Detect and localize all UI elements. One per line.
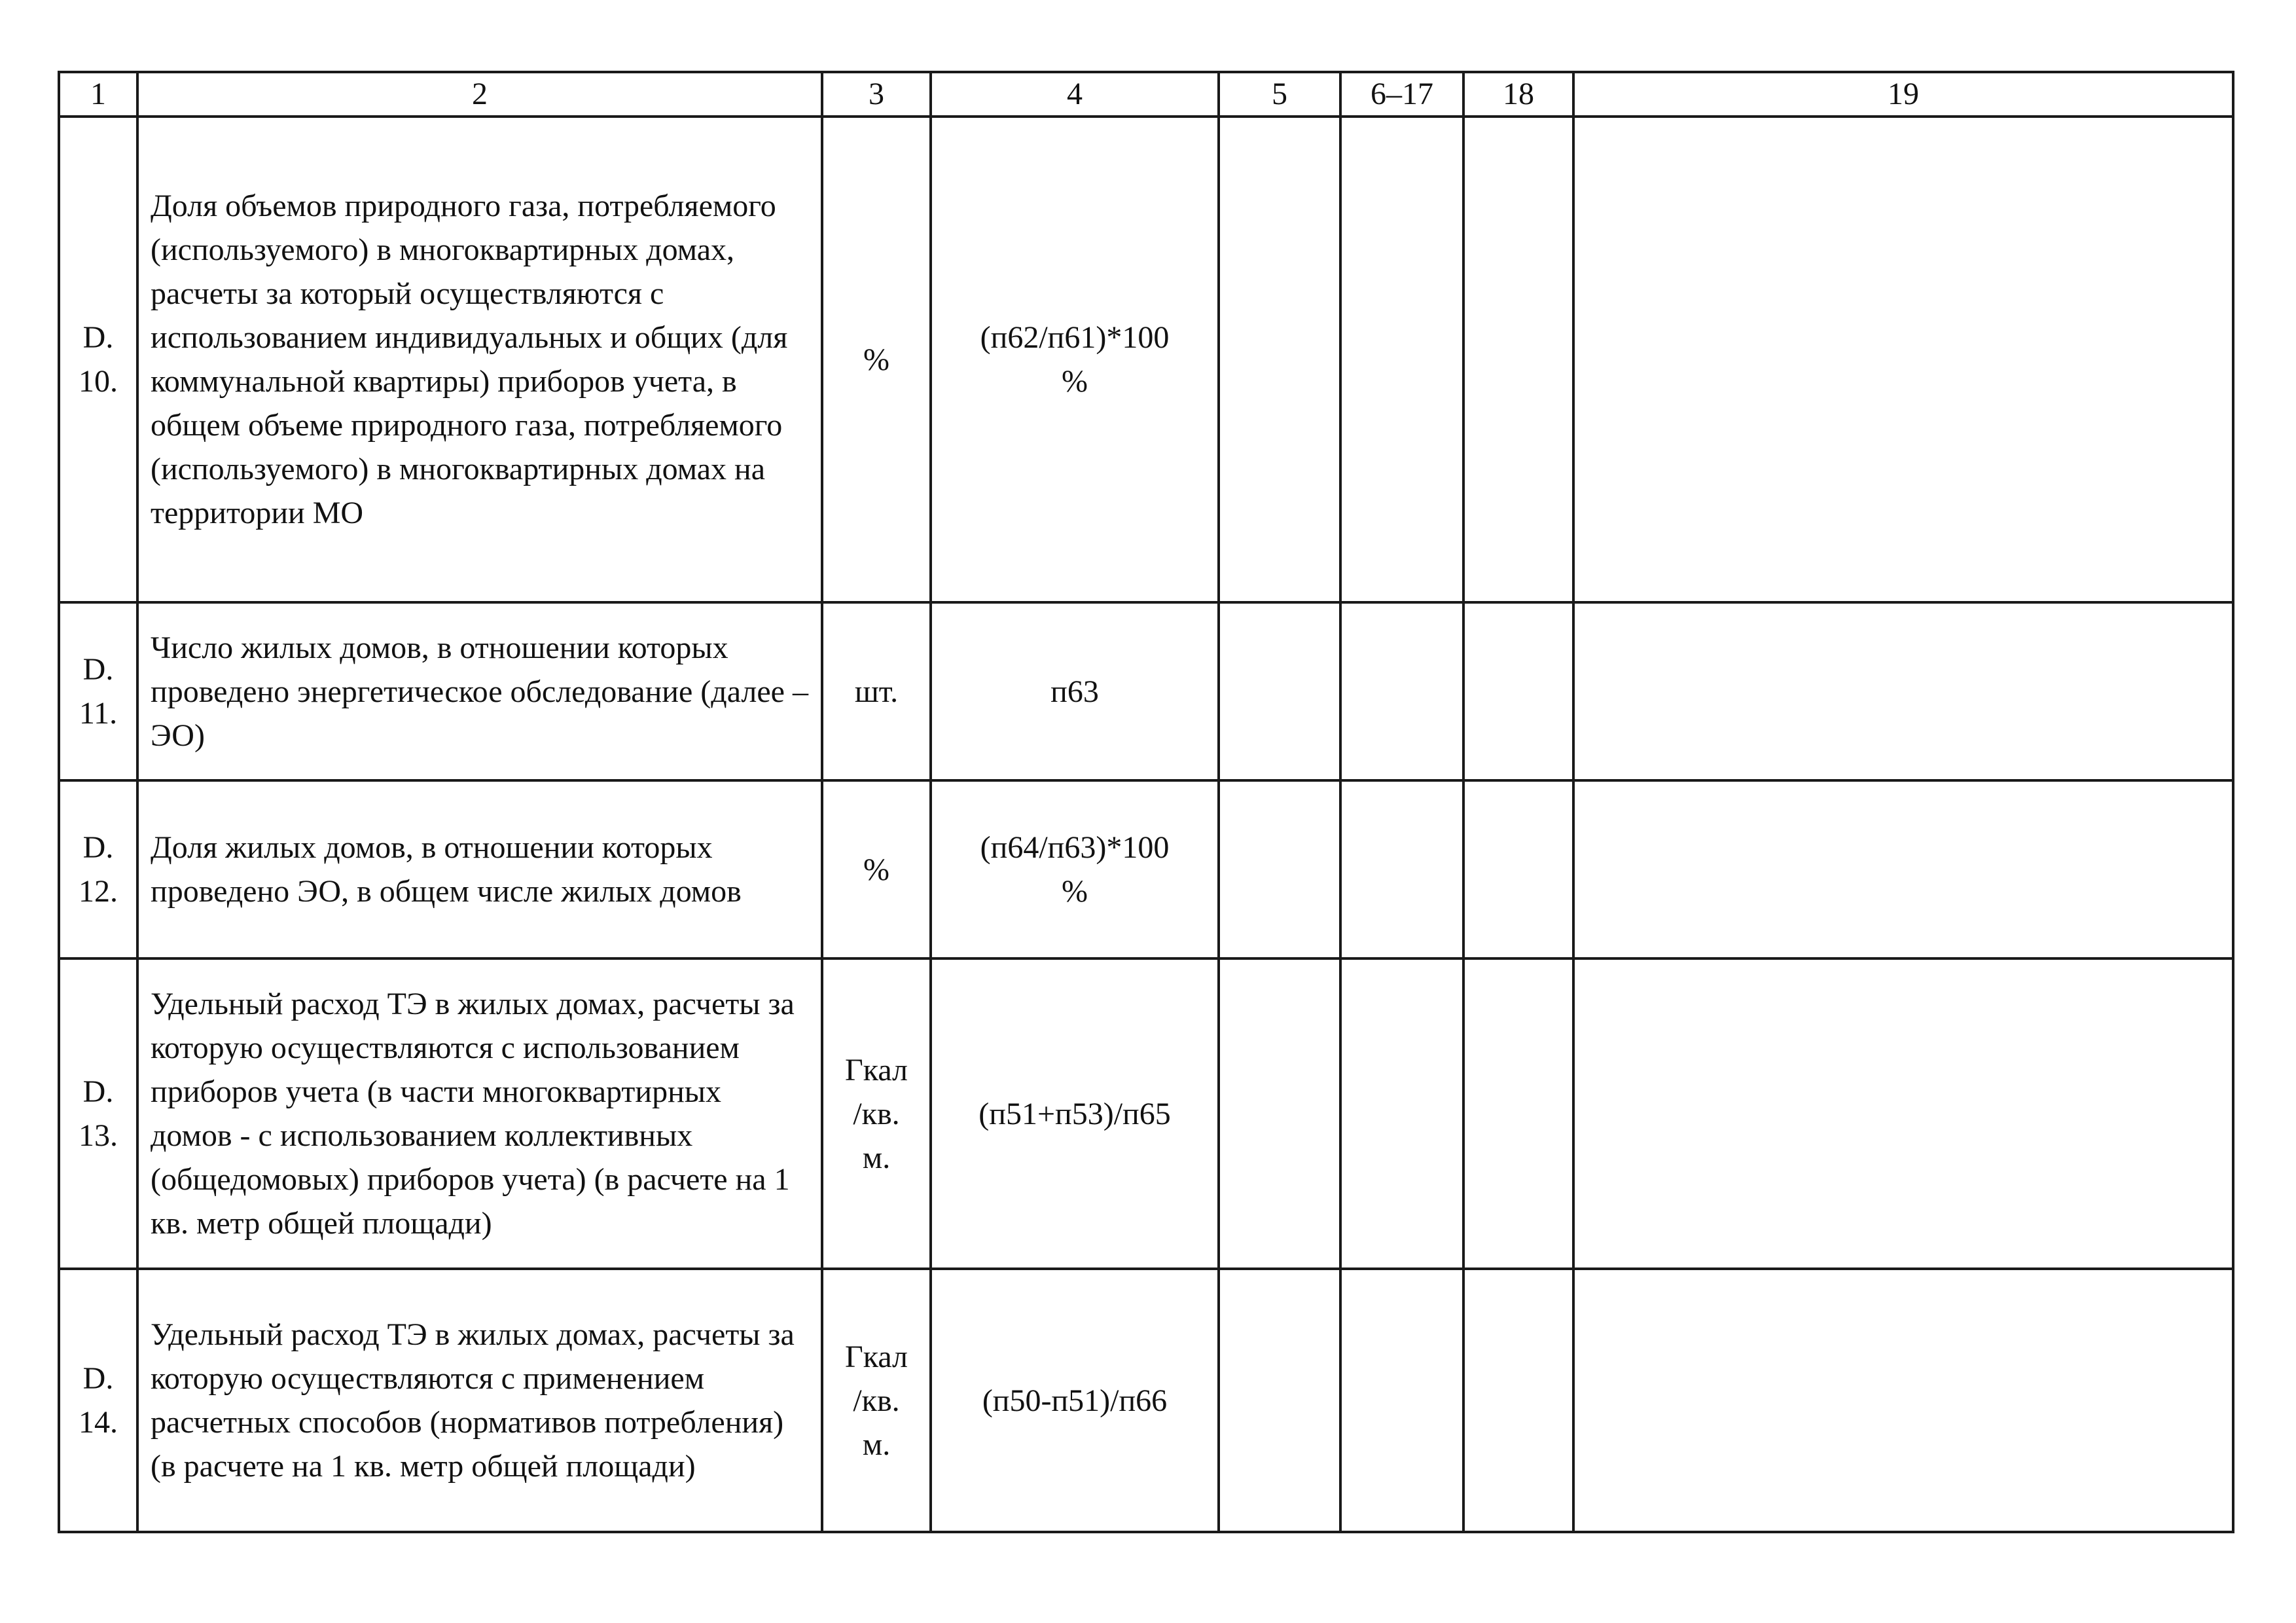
row-number-cell bbox=[59, 780, 137, 958]
row-number-line: D. bbox=[82, 1074, 114, 1109]
row-number-line: 13. bbox=[79, 1118, 118, 1153]
unit-line: Гкал bbox=[844, 1052, 908, 1087]
table-row bbox=[59, 117, 2233, 602]
empty-cell bbox=[1573, 958, 2233, 1269]
column-header: 3 bbox=[822, 72, 931, 117]
unit-cell bbox=[822, 1269, 931, 1532]
formula-line: % bbox=[1062, 874, 1088, 909]
column-header: 2 bbox=[137, 72, 822, 117]
formula-line: % bbox=[1062, 364, 1088, 399]
unit-cell bbox=[822, 602, 931, 780]
document-page bbox=[58, 71, 2232, 1533]
empty-cell bbox=[1573, 780, 2233, 958]
unit-line: шт. bbox=[854, 674, 899, 709]
empty-cell bbox=[1573, 117, 2233, 602]
row-number-line: D. bbox=[82, 830, 114, 865]
row-number-cell bbox=[59, 602, 137, 780]
row-number-line: D. bbox=[82, 1361, 114, 1396]
column-header: 19 bbox=[1573, 72, 2233, 117]
column-header: 6–17 bbox=[1340, 72, 1463, 117]
table-row bbox=[59, 780, 2233, 958]
table-row bbox=[59, 958, 2233, 1269]
table-header-row bbox=[59, 72, 2233, 117]
column-header: 1 bbox=[59, 72, 137, 117]
unit-cell bbox=[822, 117, 931, 602]
row-number-line: 11. bbox=[79, 696, 118, 731]
empty-cell bbox=[1219, 780, 1340, 958]
formula-cell bbox=[931, 958, 1219, 1269]
formula-cell bbox=[931, 602, 1219, 780]
indicator-table bbox=[58, 71, 2234, 1533]
empty-cell bbox=[1219, 1269, 1340, 1532]
formula-line: (п64/п63)*100 bbox=[980, 830, 1170, 865]
formula-line: (п50-п51)/п66 bbox=[982, 1383, 1168, 1418]
formula-cell bbox=[931, 117, 1219, 602]
unit-line: % bbox=[863, 342, 889, 377]
indicator-name-cell: Удельный расход ТЭ в жилых домах, расчеты за которую осуществляются с применением расчетных способов (нормативов потребления) (в расчете на 1 кв. метр общей площади) bbox=[137, 1269, 822, 1532]
unit-line: /кв. bbox=[853, 1096, 900, 1131]
formula-cell bbox=[931, 1269, 1219, 1532]
row-number-line: 12. bbox=[79, 874, 118, 909]
row-number-line: D. bbox=[82, 652, 114, 687]
empty-cell bbox=[1573, 1269, 2233, 1532]
column-header: 5 bbox=[1219, 72, 1340, 117]
empty-cell bbox=[1219, 117, 1340, 602]
formula-line: (п51+п53)/п65 bbox=[978, 1096, 1171, 1131]
row-number-line: 10. bbox=[79, 364, 118, 399]
indicator-name-cell: Доля жилых домов, в отношении которых проведено ЭО, в общем числе жилых домов bbox=[137, 780, 822, 958]
unit-line: % bbox=[863, 852, 889, 887]
empty-cell bbox=[1340, 1269, 1463, 1532]
empty-cell bbox=[1463, 602, 1573, 780]
row-number-line: 14. bbox=[79, 1405, 118, 1440]
unit-cell bbox=[822, 958, 931, 1269]
column-header: 4 bbox=[931, 72, 1219, 117]
unit-cell bbox=[822, 780, 931, 958]
formula-cell bbox=[931, 780, 1219, 958]
formula-line: п63 bbox=[1050, 674, 1099, 709]
formula-line: (п62/п61)*100 bbox=[980, 320, 1170, 355]
empty-cell bbox=[1340, 602, 1463, 780]
row-number-cell bbox=[59, 958, 137, 1269]
empty-cell bbox=[1219, 602, 1340, 780]
empty-cell bbox=[1463, 958, 1573, 1269]
empty-cell bbox=[1463, 117, 1573, 602]
unit-line: Гкал bbox=[844, 1339, 908, 1374]
table-row bbox=[59, 602, 2233, 780]
unit-line: /кв. bbox=[853, 1383, 900, 1418]
row-number-cell bbox=[59, 117, 137, 602]
row-number-cell bbox=[59, 1269, 137, 1532]
empty-cell bbox=[1463, 1269, 1573, 1532]
unit-line: м. bbox=[862, 1140, 891, 1175]
empty-cell bbox=[1463, 780, 1573, 958]
indicator-name-cell: Удельный расход ТЭ в жилых домах, расчеты за которую осуществляются с использованием приборов учета (в части многоквартирных домов - с использованием коллективных (общедомовых) приборов учета) (в расчете на 1 кв. метр общей площади) bbox=[137, 958, 822, 1269]
indicator-name-cell: Доля объемов природного газа, потребляемого (используемого) в многоквартирных домах, расчеты за который осуществляются с использованием индивидуальных и общих (для коммунальной квартиры) приборов учета, в общем объеме природного газа, потребляемого (используемого) в многоквартирных домах на территории МО bbox=[137, 117, 822, 602]
table-row bbox=[59, 1269, 2233, 1532]
column-header: 18 bbox=[1463, 72, 1573, 117]
empty-cell bbox=[1573, 602, 2233, 780]
empty-cell bbox=[1340, 780, 1463, 958]
unit-line: м. bbox=[862, 1427, 891, 1462]
empty-cell bbox=[1340, 958, 1463, 1269]
empty-cell bbox=[1219, 958, 1340, 1269]
indicator-name-cell: Число жилых домов, в отношении которых проведено энергетическое обследование (далее – ЭО) bbox=[137, 602, 822, 780]
empty-cell bbox=[1340, 117, 1463, 602]
row-number-line: D. bbox=[82, 320, 114, 355]
